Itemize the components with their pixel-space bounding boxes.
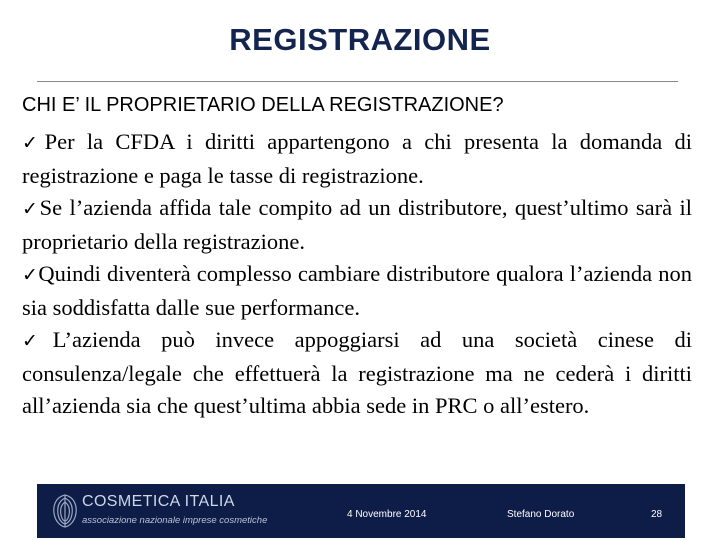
checkmark-icon: ✓ xyxy=(22,132,45,154)
checkmark-icon: ✓ xyxy=(22,264,39,286)
checkmark-icon: ✓ xyxy=(22,330,53,352)
bullet-item xyxy=(22,126,692,192)
footer-author: Stefano Dorato xyxy=(507,509,575,520)
bullet-text: Se l’azienda affida tale compito ad un distributore, quest’ultimo sarà il proprietario della registrazione. xyxy=(22,195,692,254)
bullet-text: L’azienda può invece appoggiarsi ad una società cinese di consulenza/legale che effettuerà la registrazione ma ne cederà i diritti all’azienda sia che quest’ultima abbia sede in PRC o all’estero. xyxy=(22,327,692,418)
bullet-text: Per la CFDA i diritti appartengono a chi presenta la domanda di registrazione e paga le tasse di registrazione. xyxy=(22,129,693,188)
bullet-text: Quindi diventerà complesso cambiare distributore qualora l’azienda non sia soddisfatta dalle sue performance. xyxy=(22,261,693,320)
title-divider xyxy=(37,81,678,82)
brand-name: COSMETICA ITALIA xyxy=(82,493,235,510)
bullet-list xyxy=(22,126,692,423)
footer-bar xyxy=(37,484,685,538)
bullet-item xyxy=(22,258,692,324)
brand-subtitle: associazione nazionale imprese cosmetiche xyxy=(82,515,268,526)
slide-title: REGISTRAZIONE xyxy=(229,22,491,57)
question-heading: CHI E’ IL PROPRIETARIO DELLA REGISTRAZIONE? xyxy=(22,94,504,116)
bullet-item xyxy=(22,192,692,258)
cosmetica-italia-logo-icon xyxy=(50,493,80,529)
footer-date: 4 Novembre 2014 xyxy=(347,509,427,520)
page-number: 28 xyxy=(651,509,663,520)
checkmark-icon: ✓ xyxy=(22,198,40,220)
bullet-item xyxy=(22,324,692,423)
